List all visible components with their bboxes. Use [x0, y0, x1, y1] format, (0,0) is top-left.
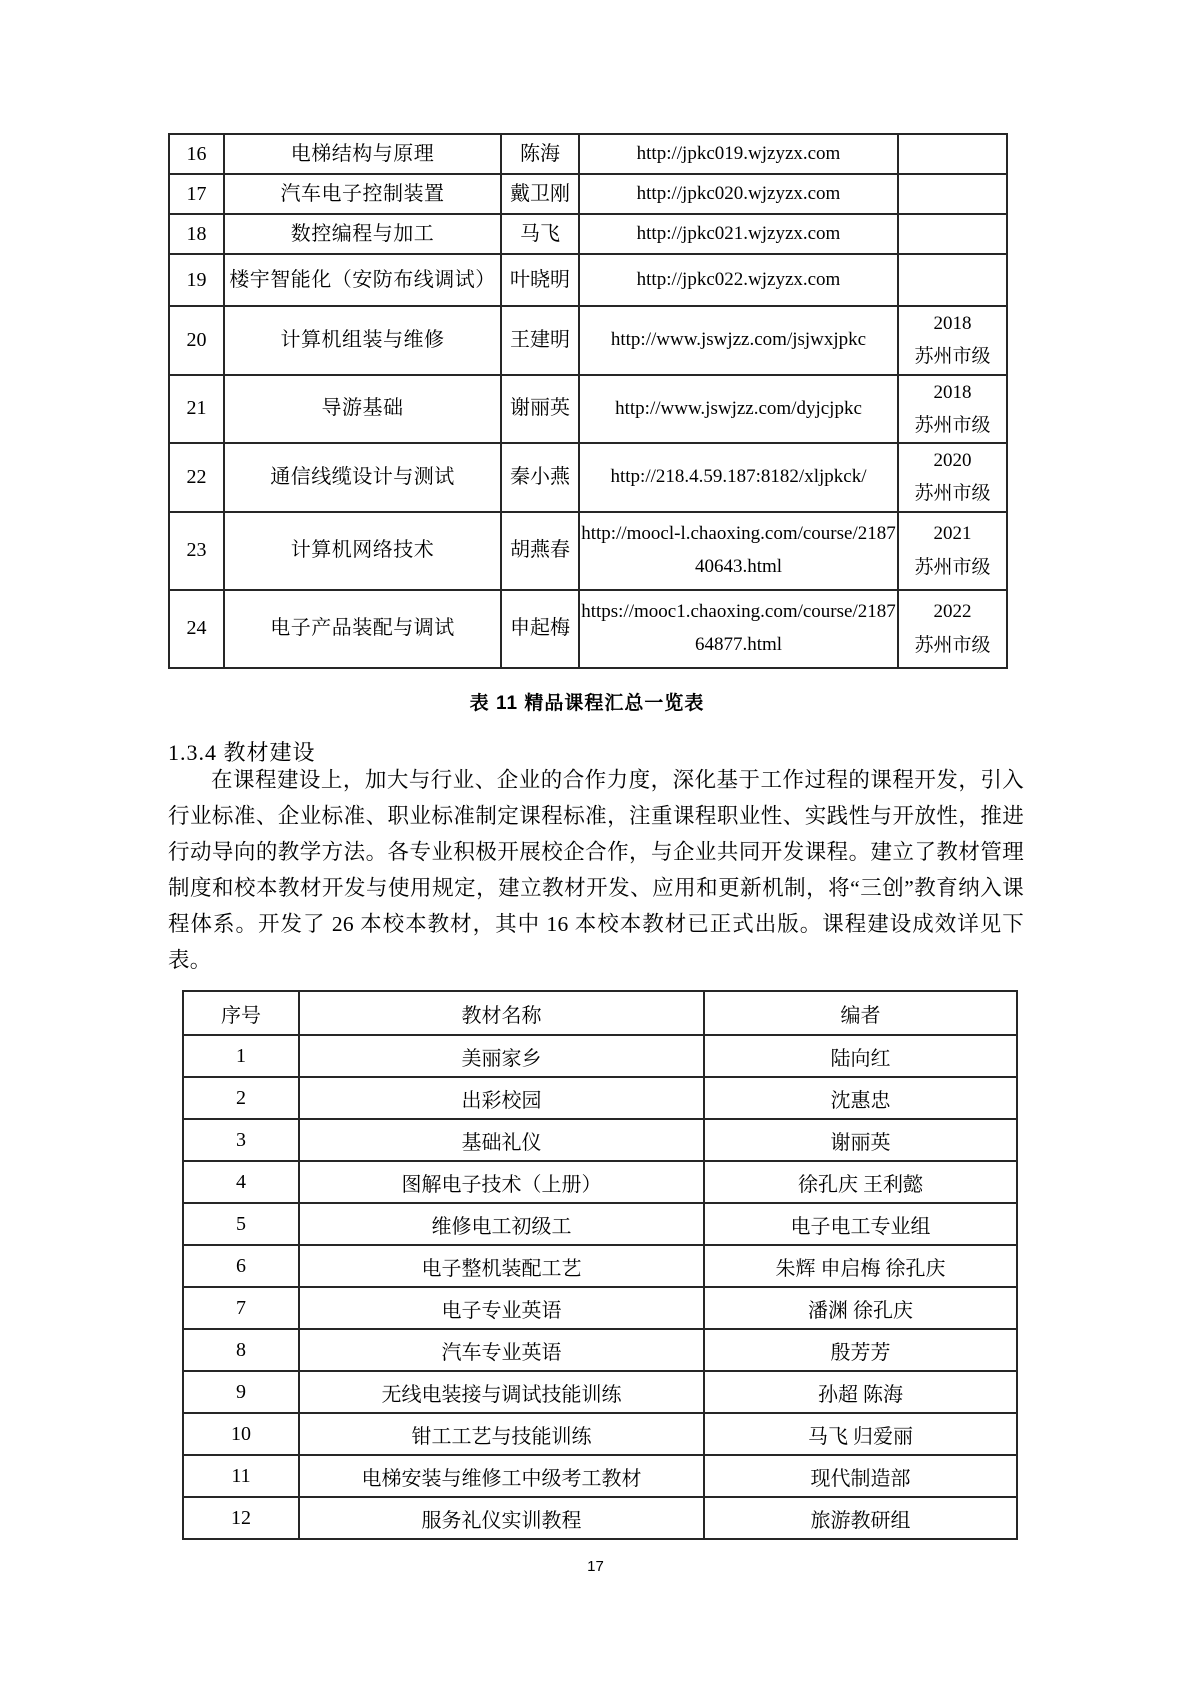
course-index: 19 [169, 254, 224, 306]
table-row [169, 306, 1007, 375]
course-name: 计算机网络技术 [224, 512, 501, 590]
course-name: 电梯结构与原理 [224, 134, 501, 174]
textbook-editor: 殷芳芳 [704, 1329, 1017, 1371]
table-row [169, 443, 1007, 512]
textbook-editor: 沈惠忠 [704, 1077, 1017, 1119]
course-url: http://jpkc019.wjzyzx.com [579, 134, 898, 174]
table-row [183, 1413, 1017, 1455]
textbook-editor: 陆向红 [704, 1035, 1017, 1077]
textbook-index: 7 [183, 1287, 299, 1329]
course-level-grade: 苏州市级 [914, 483, 991, 505]
textbook-editor: 孙超 陈海 [704, 1371, 1017, 1413]
course-name: 楼宇智能化（安防布线调试） [224, 254, 501, 306]
course-teacher: 戴卫刚 [501, 174, 579, 214]
table-row [183, 1203, 1017, 1245]
table-row [183, 1161, 1017, 1203]
course-index: 24 [169, 590, 224, 668]
course-teacher: 谢丽英 [501, 375, 579, 444]
course-index: 20 [169, 306, 224, 375]
course-index: 16 [169, 134, 224, 174]
textbook-index: 5 [183, 1203, 299, 1245]
course-name: 通信线缆设计与测试 [224, 443, 501, 512]
table-row [169, 590, 1007, 668]
textbook-index: 8 [183, 1329, 299, 1371]
course-name: 汽车电子控制装置 [224, 174, 501, 214]
textbook-name: 电梯安装与维修工中级考工教材 [299, 1455, 704, 1497]
course-level [898, 174, 1007, 214]
course-level [898, 590, 1007, 668]
table-header-row [183, 991, 1017, 1035]
course-level [898, 306, 1007, 375]
course-level [898, 254, 1007, 306]
course-level-year: 2022 [933, 601, 972, 623]
course-teacher: 马飞 [501, 214, 579, 254]
table-row [183, 1035, 1017, 1077]
textbook-editor: 电子电工专业组 [704, 1203, 1017, 1245]
textbook-editor: 潘渊 徐孔庆 [704, 1287, 1017, 1329]
course-level-grade: 苏州市级 [914, 346, 991, 368]
course-level-year: 2020 [933, 450, 972, 471]
table-row [183, 1287, 1017, 1329]
textbook-name: 基础礼仪 [299, 1119, 704, 1161]
textbook-editor: 马飞 归爱丽 [704, 1413, 1017, 1455]
table-caption: 表 11 精品课程汇总一览表 [469, 693, 705, 714]
textbook-index: 4 [183, 1161, 299, 1203]
quality-course-table [168, 133, 1008, 669]
table-row [183, 1497, 1017, 1539]
textbook-editor: 旅游教研组 [704, 1497, 1017, 1539]
course-teacher: 叶晓明 [501, 254, 579, 306]
course-index: 22 [169, 443, 224, 512]
textbook-index: 3 [183, 1119, 299, 1161]
textbook-name: 无线电装接与调试技能训练 [299, 1371, 704, 1413]
header-textbook-name: 教材名称 [299, 991, 704, 1035]
textbook-name: 图解电子技术（上册） [299, 1161, 704, 1203]
table-row [169, 375, 1007, 444]
course-teacher: 陈海 [501, 134, 579, 174]
section-paragraph: 在课程建设上，加大与行业、企业的合作力度，深化基于工作过程的课程开发，引入行业标准、企业标准、职业标准制定课程标准，注重课程职业性、实践性与开放性，推进行动导向的教学方法。各专业积极开展校企合作，与企业共同开发课程。建立了教材管理制度和校本教材开发与使用规定，建立教材开发、应用和更新机制，将“三创”教育纳入课程体系。开发了 26 本校本教材，其中 16 本校本教材已正式出版。课程建设成效详见下表。 [168, 768, 1024, 972]
table-row [183, 1329, 1017, 1371]
course-teacher: 胡燕春 [501, 512, 579, 590]
textbook-name: 电子专业英语 [299, 1287, 704, 1329]
table-row [169, 134, 1007, 174]
course-level [898, 512, 1007, 590]
course-level [898, 214, 1007, 254]
course-level [898, 443, 1007, 512]
course-level-grade: 苏州市级 [914, 556, 991, 578]
course-level [898, 375, 1007, 444]
textbook-index: 11 [183, 1455, 299, 1497]
table-row [183, 1371, 1017, 1413]
table-row [183, 1455, 1017, 1497]
header-index: 序号 [183, 991, 299, 1035]
textbook-editor: 朱辉 申启梅 徐孔庆 [704, 1245, 1017, 1287]
textbook-editor: 谢丽英 [704, 1119, 1017, 1161]
course-level-year: 2018 [933, 313, 972, 334]
textbook-index: 2 [183, 1077, 299, 1119]
textbook-name: 维修电工初级工 [299, 1203, 704, 1245]
textbook-index: 6 [183, 1245, 299, 1287]
textbook-editor: 徐孔庆 王利懿 [704, 1161, 1017, 1203]
course-index: 17 [169, 174, 224, 214]
course-name: 导游基础 [224, 375, 501, 444]
course-url: http://www.jswjzz.com/dyjcjpkc [579, 375, 898, 444]
textbook-index: 9 [183, 1371, 299, 1413]
textbook-index: 10 [183, 1413, 299, 1455]
course-level-year: 2018 [933, 381, 972, 403]
course-name: 数控编程与加工 [224, 214, 501, 254]
textbook-name: 出彩校园 [299, 1077, 704, 1119]
table-row [169, 512, 1007, 590]
textbook-index: 1 [183, 1035, 299, 1077]
textbook-name: 服务礼仪实训教程 [299, 1497, 704, 1539]
course-index: 18 [169, 214, 224, 254]
textbook-name: 美丽家乡 [299, 1035, 704, 1077]
page-number: 17 [587, 1558, 604, 1575]
course-url: http://moocl-l.chaoxing.com/course/218740643.html [579, 512, 898, 590]
textbook-table [182, 990, 1018, 1540]
header-editor: 编者 [704, 991, 1017, 1035]
course-teacher: 王建明 [501, 306, 579, 375]
course-level-grade: 苏州市级 [914, 414, 991, 436]
table-row [169, 174, 1007, 214]
course-url: http://www.jswjzz.com/jsjwxjpkc [579, 306, 898, 375]
course-url: http://jpkc020.wjzyzx.com [579, 174, 898, 214]
course-teacher: 秦小燕 [501, 443, 579, 512]
course-url: http://218.4.59.187:8182/xljpkck/ [579, 443, 898, 512]
course-name: 电子产品装配与调试 [224, 590, 501, 668]
course-level-grade: 苏州市级 [914, 634, 991, 656]
table-row [183, 1077, 1017, 1119]
course-index: 23 [169, 512, 224, 590]
course-url: http://jpkc022.wjzyzx.com [579, 254, 898, 306]
course-url: http://jpkc021.wjzyzx.com [579, 214, 898, 254]
course-level [898, 134, 1007, 174]
table-row [183, 1245, 1017, 1287]
textbook-editor: 现代制造部 [704, 1455, 1017, 1497]
course-level-year: 2021 [933, 523, 972, 545]
table-row [169, 214, 1007, 254]
course-url: https://mooc1.chaoxing.com/course/218764877.html [579, 590, 898, 668]
textbook-name: 汽车专业英语 [299, 1329, 704, 1371]
table-row [169, 254, 1007, 306]
textbook-name: 电子整机装配工艺 [299, 1245, 704, 1287]
textbook-index: 12 [183, 1497, 299, 1539]
textbook-name: 钳工工艺与技能训练 [299, 1413, 704, 1455]
course-index: 21 [169, 375, 224, 444]
section-heading: 1.3.4 教材建设 [168, 740, 316, 765]
course-name: 计算机组装与维修 [224, 306, 501, 375]
table-row [183, 1119, 1017, 1161]
course-teacher: 申起梅 [501, 590, 579, 668]
